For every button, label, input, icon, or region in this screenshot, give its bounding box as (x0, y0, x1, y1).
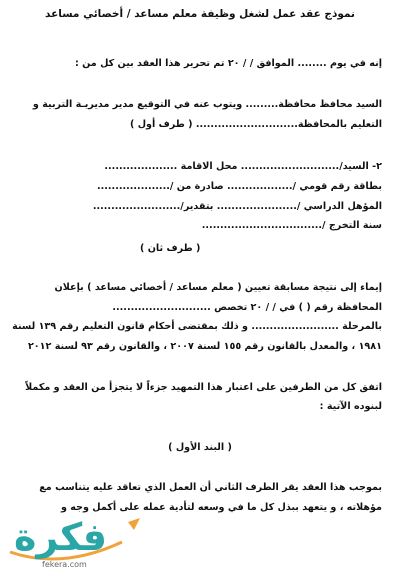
contract-line-preamble-2: المحافظة رقم ( ) في / / ٢٠ تخصص ........................... (112, 302, 382, 313)
contract-line-second-party-name: ٢- السيد/........................... محل الاقامة .................... (104, 161, 382, 172)
contract-line-preamble-4: ١٩٨١ ، والمعدل بالقانون رقم ١٥٥ لسنة ٢٠٠٧ ، والقانون رقم ٩٣ لسنة ٢٠١٢ (27, 341, 382, 352)
contract-line-clause-one-1: بموجب هذا العقد يقر الطرف الثاني أن العمل الذي تعاقد عليه يتناسب مع (39, 482, 382, 493)
contract-line-first-party-2: التعليم بالمحافظة............................ ( طرف أول ) (129, 119, 382, 130)
logo-site-url: fekera.com (42, 560, 87, 569)
contract-line-clause-one-2: مؤهلاته ، و يتعهد ببذل كل ما في وسعه لتأدية عمله على أكمل وجه و (60, 502, 382, 513)
contract-line-agreement-2: لبنوده الآتية : (319, 401, 382, 412)
logo-wordmark: فكرة (14, 515, 108, 559)
contract-line-graduation-year: سنة التخرج /................................. (201, 220, 382, 231)
contract-line-national-id: بطاقة رقم قومي /.................. صادرة من /.................... (96, 181, 382, 192)
contract-line-intro: إنه في يوم ........ الموافق / / ٢٠ تم تحرير هذا العقد بين كل من : (74, 58, 382, 69)
contract-line-first-party-1: السيد محافظ محافظة......... ويتوب عنه في التوقيع مدير مديريـة التربية و (32, 99, 382, 110)
clause-one-heading: ( البند الأول ) (168, 442, 232, 453)
contract-line-qualification: المؤهل الدراسي /...................... بتقدير/........................ (92, 201, 382, 212)
page-title: نموذج عقد عمل لشغل وظيفة معلم مساعد / أخصائي مساعد (45, 8, 355, 20)
contract-line-agreement-1: اتفق كل من الطرفين على اعتبار هذا التمهيد جزءاً لا يتجزأ من العقد و مكملاً (25, 382, 382, 393)
contract-line-preamble-1: إيماء إلى نتيجة مسابقة تعيين ( معلم مساعد / أخصائي مساعد ) بإعلان (54, 282, 382, 293)
second-party-label: ( طرف ثان ) (140, 243, 201, 254)
site-logo (2, 512, 152, 574)
contract-line-preamble-3: بالمرحلة ........................ و ذلك بمقتضى أحكام قانون التعليم رقم ١٣٩ لسنة (12, 321, 382, 332)
